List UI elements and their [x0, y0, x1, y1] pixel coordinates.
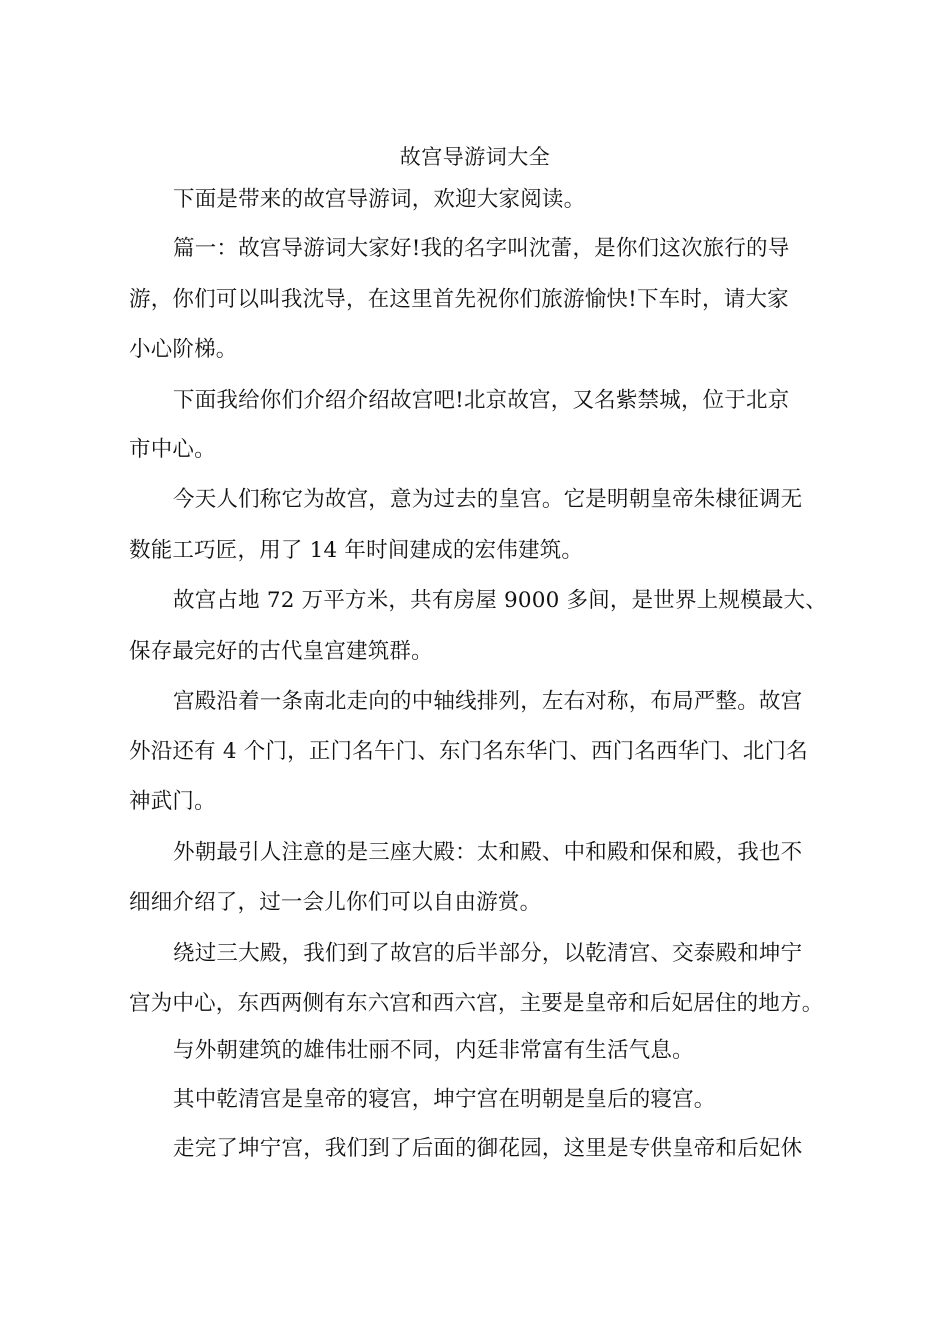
document-title: 故宫导游词大全 [399, 145, 551, 169]
paragraph-line: 今天人们称它为故宫，意为过去的皇宫。它是明朝皇帝朱棣征调无 [173, 487, 803, 512]
paragraph-line: 下面我给你们介绍介绍故宫吧!北京故宫，又名紫禁城，位于北京 [173, 388, 790, 413]
paragraph-line: 市中心。 [129, 437, 216, 462]
paragraph-line: 外沿还有 4 个门，正门名午门、东门名东华门、西门名西华门、北门名 [129, 739, 808, 764]
paragraph-line: 神武门。 [129, 789, 216, 814]
paragraph-line: 宫殿沿着一条南北走向的中轴线排列，左右对称，布局严整。故宫 [173, 689, 803, 714]
paragraph-line: 游，你们可以叫我沈导，在这里首先祝你们旅游愉快!下车时，请大家 [129, 287, 789, 312]
paragraph-line: 细细介绍了，过一会儿你们可以自由游赏。 [129, 890, 542, 915]
paragraph-line: 走完了坤宁宫，我们到了后面的御花园，这里是专供皇帝和后妃休 [173, 1136, 803, 1161]
paragraph-line: 下面是带来的故宫导游词，欢迎大家阅读。 [173, 187, 586, 212]
paragraph-line: 其中乾清宫是皇帝的寝宫，坤宁宫在明朝是皇后的寝宫。 [173, 1087, 716, 1112]
paragraph-line: 绕过三大殿，我们到了故宫的后半部分，以乾清宫、交泰殿和坤宁 [173, 941, 803, 966]
paragraph-line: 与外朝建筑的雄伟壮丽不同，内廷非常富有生活气息。 [173, 1038, 694, 1063]
paragraph-line: 数能工巧匠，用了 14 年时间建成的宏伟建筑。 [129, 538, 584, 563]
paragraph-line: 小心阶梯。 [129, 337, 238, 362]
paragraph-line: 外朝最引人注意的是三座大殿：太和殿、中和殿和保和殿，我也不 [173, 840, 803, 865]
paragraph-line: 宫为中心，东西两侧有东六宫和西六宫，主要是皇帝和后妃居住的地方。 [129, 991, 824, 1016]
paragraph-line: 篇一：故宫导游词大家好!我的名字叫沈蕾，是你们这次旅行的导 [173, 236, 790, 261]
paragraph-line: 故宫占地 72 万平方米，共有房屋 9000 多间，是世界上规模最大、 [173, 588, 827, 613]
paragraph-line: 保存最完好的古代皇宫建筑群。 [129, 639, 433, 664]
